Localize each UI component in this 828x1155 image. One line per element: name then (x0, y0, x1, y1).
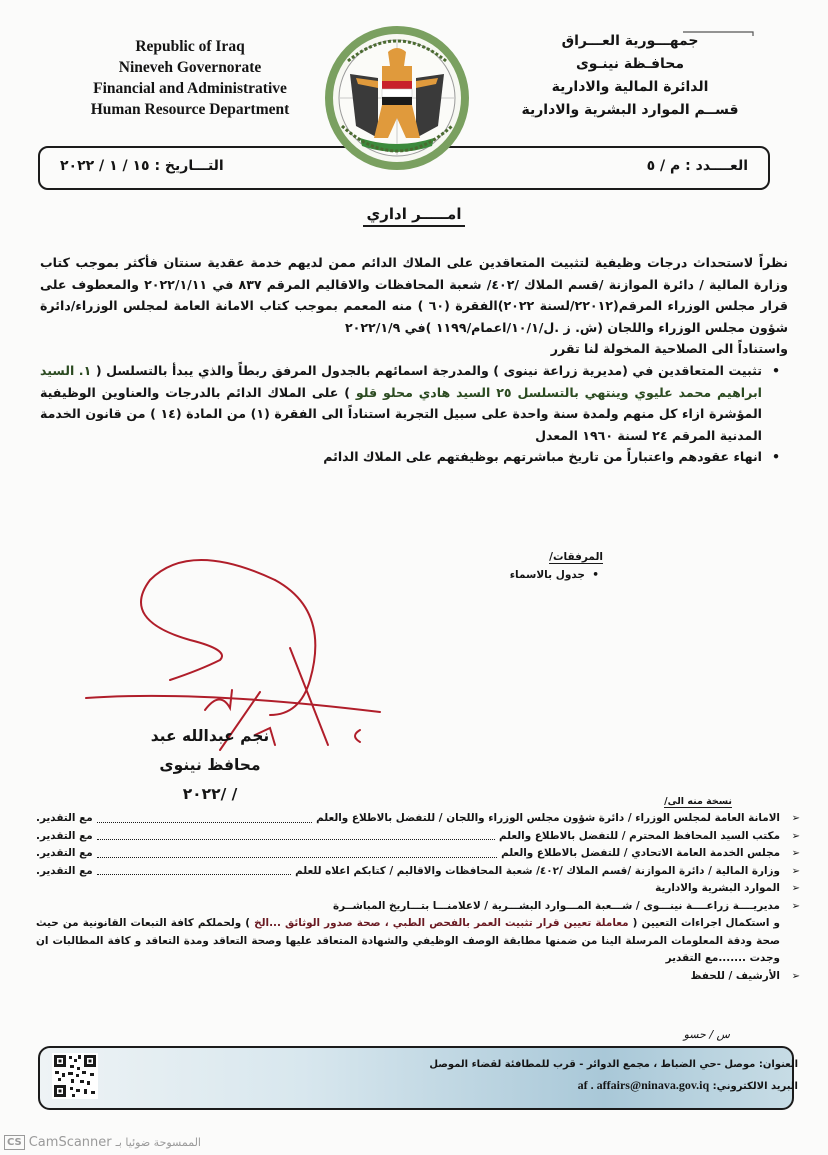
cc-closing: مع التقدير. (36, 812, 93, 824)
cc-list (36, 810, 806, 985)
signatory-date: / /٢٠٢٢ (182, 785, 238, 803)
cc-recipient: ➢ مديريــــة زراعــــة نينـــوى / شـــعبة المـــوارد البشـــرية / لاعلامنـــا بتـــاريخ المباشــرة (332, 899, 780, 912)
eagle-seal-icon (320, 26, 475, 176)
footer-email-label: البريد الالكتروني: (712, 1081, 798, 1092)
document-title (0, 205, 828, 223)
signatory-block (110, 722, 310, 809)
cc-recipient: ➢ مجلس الخدمة العامة الاتحادي / للتفضل بالاطلاع والعلم (501, 847, 780, 859)
date-value: ١٥ / ١ / ٢٠٢٢ (60, 158, 150, 174)
arabic-letterhead-line: الدائرة المالية والادارية (551, 79, 709, 95)
cc-directorate-instructions (36, 915, 806, 968)
english-letterhead (60, 36, 320, 120)
english-letterhead-line: Human Resource Department (90, 101, 290, 118)
typist-initials: س / حسو (683, 1028, 730, 1041)
cc-item (36, 810, 806, 828)
decision-text: تثبيت المتعاقدين في (مديرية زراعة نينوى ) والمدرجة اسمائهم بالجدول المرفق ربطاً والذي يبدأ بالتسلسل ( (95, 362, 762, 378)
cc-recipient: ➢ مكتب السيد المحافظ المحترم / للتفضل بالاطلاع والعلم (499, 829, 780, 842)
camscanner-logo-icon: CS (4, 1135, 25, 1150)
arabic-letterhead (480, 30, 780, 122)
signatory-name: نجم عبدالله عبد (150, 727, 270, 745)
footer-address: العنوان: موصل -حي الضباط ، مجمع الدوائر - قرب للمطافئة لقضاء الموصل (429, 1059, 798, 1070)
footer-contact (429, 1055, 798, 1097)
cc-item (36, 898, 806, 916)
english-letterhead-line: Nineveh Governorate (118, 59, 262, 76)
camscanner-watermark (4, 1135, 201, 1150)
cc-item (36, 968, 806, 986)
decision-item (40, 446, 788, 468)
cc-heading (664, 796, 732, 807)
employee-range: ١. السيد ابراهيم محمد عليوي وينتهي بالتسلسل ٢٥ السيد هادي محلو قلو (40, 362, 762, 400)
cc-recipient: ➢ الامانة العامة لمجلس الوزراء / دائرة شؤون مجلس الوزراء واللجان / للتفضل بالاطلاع والعلم (316, 812, 780, 824)
cc-item (36, 828, 806, 846)
number-label: العــــدد : (685, 158, 748, 174)
cc-item (36, 845, 806, 863)
cc-heading-text: نسخة منه الى/ (664, 796, 732, 807)
cc-closing: مع التقدير. (36, 829, 93, 842)
number-field (647, 158, 748, 174)
attachment-item: • جدول بالاسماء (510, 566, 603, 584)
decision-text: ) على الملاك الدائم بالدرجات والعناوين الوظيفية المؤشرة ازاء كل منهم ولمدة سنة واحدة على سبيل التجربة استناداً الى الفقرة (١) من المادة (١٤ ) من قانون الخدمة المدنية المرقم ٢٤ لسنة ١٩٦٠ المعدل (40, 384, 762, 443)
english-letterhead-line: Financial and Administrative (93, 80, 287, 97)
dotted-leader (97, 863, 292, 876)
order-body (40, 252, 788, 468)
date-field (60, 158, 224, 174)
attachments (510, 548, 603, 584)
signatory-position: محافظ نينوى (159, 756, 261, 774)
decision-list (40, 360, 788, 468)
arabic-letterhead-line: محافـظة نينـوى (575, 56, 685, 72)
cc-recipient: ➢ الموارد البشرية والادارية (655, 882, 780, 894)
instruction-highlight: معاملة تعيين قرار تثبيت العمر بالفحص الطبي ، صحة صدور الوثائق ...الخ (254, 917, 629, 929)
cc-item (36, 863, 806, 881)
dotted-leader (97, 810, 312, 823)
instruction-text: ) ولحملكم كافة التبعات القانونية من حيث صحة ودقة المعلومات المرسلة الينا من ضمنها مطابقة الوصف الوظيفي والشهادة المتعاقد عليها وصحة التعاقد ومدة التعاقد و كافة المطالبات ان وجدت .......مع التقدير (36, 917, 780, 964)
attachments-label: المرفقات/ (549, 551, 603, 563)
cc-closing: مع التقدير. (36, 864, 93, 877)
arabic-letterhead-line: جمهـــورية العـــراق (561, 33, 699, 49)
document-title-text: امـــــر اداري (363, 205, 466, 227)
instruction-text: و استكمال اجراءات التعيين ( (632, 917, 780, 929)
intro-paragraph: نظراً لاستحداث درجات وظيفية لتثبيت المتعاقدين على الملاك الدائم ممن لديهم خدمة عقدية سنتان فأكثر بموجب كتاب وزارة المالية / دائرة الموازنة /قسم الملاك /٤٠٢/ شعبة المحافظات والاقاليم المرقم ٨٣٧ في ٢٠٢٢/١/١١ والمعطوف على قرار مجلس الوزراء المرقم(٢٢٠١٢/لسنة ٢٠٢٢)الفقرة (٦٠ ) منه المعمم بموجب كتاب الامانة العامة لمجلس الوزراء/دائرة شؤون مجلس الوزراء واللجان (ش. ز .ل/١٠/١/اعمام/١١٩٩ )في ٢٠٢٢/١/٩ (40, 255, 788, 335)
arabic-letterhead-line: قســم الموارد البشرية والادارية (521, 102, 739, 118)
authority-line: واستناداً الى الصلاحية المخولة لنا تقرر (550, 341, 788, 357)
number-value: م / ٥ (646, 158, 681, 174)
camscanner-app-name: CamScanner (28, 1135, 112, 1150)
cc-recipient: ➢ وزارة المالية / دائرة الموازنة /قسم الملاك /٤٠٢/ شعبة المحافظات والاقاليم / كتابكم اعلاه للعلم (295, 864, 780, 877)
qr-code-icon (52, 1053, 98, 1099)
cc-item (36, 880, 806, 898)
dotted-leader (97, 828, 495, 841)
footer-email-link[interactable]: af . affairs@ninava.gov.iq (577, 1078, 710, 1092)
english-letterhead-line: Republic of Iraq (135, 38, 245, 55)
cc-closing: مع التقدير. (36, 847, 93, 859)
dotted-leader (97, 845, 497, 858)
date-label: التـــاريخ : (154, 158, 224, 174)
camscanner-arabic-text: الممسوحة ضوئيا بـ (115, 1136, 201, 1149)
footer-email-line (429, 1075, 798, 1097)
decision-item (40, 360, 788, 446)
decision-text: انهاء عقودهم واعتباراً من تاريخ مباشرتهم بوظيفتهم على الملاك الدائم (323, 449, 762, 465)
cc-recipient: ➢ الأرشيف / للحفظ (690, 969, 780, 982)
